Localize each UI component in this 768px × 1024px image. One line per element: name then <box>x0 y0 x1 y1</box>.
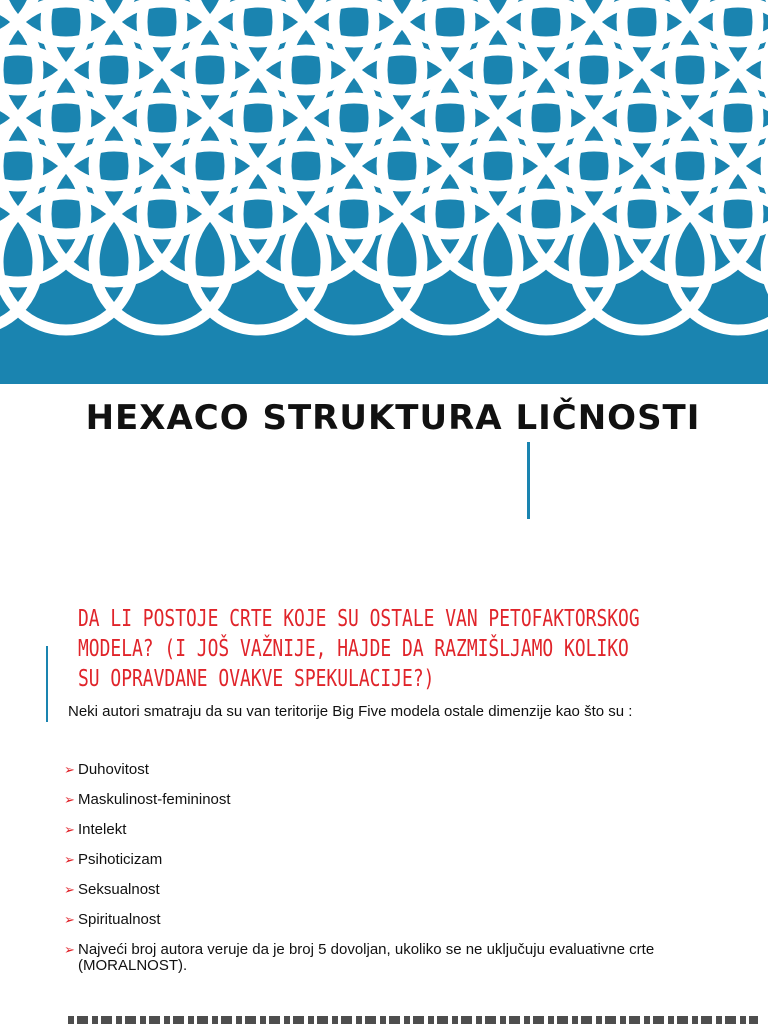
circle-pattern-graphic <box>0 0 768 384</box>
list-item <box>64 762 724 778</box>
arrow-bullet-icon: ➢ <box>64 822 75 837</box>
accent-rule <box>527 442 530 519</box>
list-item <box>64 942 724 974</box>
heading-line: MODELA? (I JOŠ VAŽNIJE, HAJDE DA RAZMIŠLJAMO KOLIKO <box>78 636 629 662</box>
arrow-bullet-icon: ➢ <box>64 942 75 957</box>
list-item <box>64 912 724 928</box>
truncated-text-line <box>68 1016 758 1024</box>
decorative-banner <box>0 0 768 384</box>
list-item-text: Psihoticizam <box>78 851 163 868</box>
arrow-bullet-icon: ➢ <box>64 852 75 867</box>
arrow-bullet-icon: ➢ <box>64 882 75 897</box>
intro-text: Neki autori smatraju da su van teritorije Big Five modela ostale dimenzije kao što su : <box>68 703 633 720</box>
arrow-bullet-icon: ➢ <box>64 762 75 777</box>
list-item <box>64 852 724 868</box>
list-item-text: Maskulinost-femininost <box>78 791 231 808</box>
heading-line: DA LI POSTOJE CRTE KOJE SU OSTALE VAN PETOFAKTORSKOG <box>78 606 640 632</box>
arrow-bullet-icon: ➢ <box>64 912 75 927</box>
heading-line: SU OPRAVDANE OVAKVE SPEKULACIJE?) <box>78 666 435 692</box>
list-item-text: Najveći broj autora veruje da je broj 5 dovoljan, ukoliko se ne uključuju evaluativne crte (MORALNOST). <box>78 941 655 974</box>
list-item-text: Seksualnost <box>78 881 160 898</box>
slide-title: HEXACO STRUKTURA LIČNOSTI <box>85 398 701 438</box>
list-item-text: Spiritualnost <box>78 911 161 928</box>
slide-heading <box>78 604 640 694</box>
bullet-list <box>64 762 724 988</box>
accent-rule <box>46 646 48 722</box>
arrow-bullet-icon: ➢ <box>64 792 75 807</box>
list-item <box>64 822 724 838</box>
list-item-text: Duhovitost <box>78 761 149 778</box>
list-item <box>64 882 724 898</box>
list-item <box>64 792 724 808</box>
list-item-text: Intelekt <box>78 821 127 838</box>
